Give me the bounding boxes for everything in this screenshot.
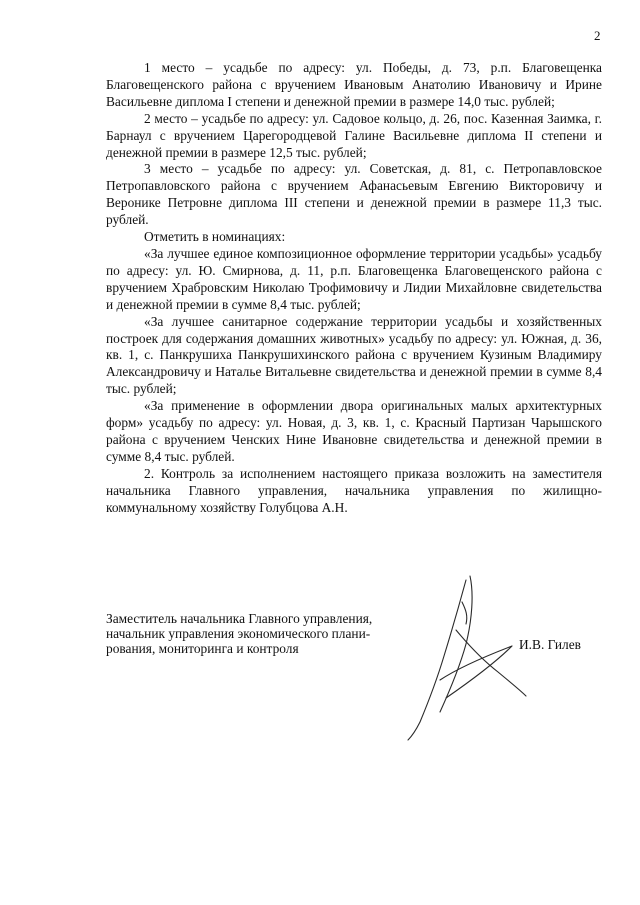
- paragraph-nomination-composition: «За лучшее единое композиционное оформление территории усадьбы» усадьбу по адресу: ул. Ю. Смирнова, д. 11, р.п. Благовещенка Благовещенского района с вручением Храбровским Николаю Трофимовичу и Лидии Михайловне свидетельства и денежной премии в сумме 8,4 тыс. рублей;: [106, 245, 602, 312]
- signer-name: И.В. Гилев: [519, 637, 581, 652]
- paragraph-third-place: 3 место – усадьбе по адресу: ул. Советская, д. 81, с. Петропавловское Петропавловского района с вручением Афанасьевым Евгению Викторовичу и Веронике Петровне диплома III степени и денежной премии в размере 11,3 тыс. рублей.: [106, 161, 602, 228]
- signatory-title: [106, 611, 416, 657]
- signatory-title-line: рования, мониторинга и контроля: [106, 641, 299, 657]
- paragraph-first-place: 1 место – усадьбе по адресу: ул. Победы, д. 73, р.п. Благовещенка Благовещенского района с вручением Ивановым Анатолию Ивановичу и Ирине Васильевне диплома I степени и денежной премии в размере 14,0 тыс. рублей;: [106, 60, 602, 109]
- document-body: [106, 60, 602, 516]
- paragraph-nomination-sanitary: «За лучшее санитарное содержание территории усадьбы и хозяйственных построек для содержания домашних животных» усадьбу по адресу: ул. Южная, д. 36, кв. 1, с. Панкрушиха Панкрушихинского района с вручением Кузиным Владимиру Александровичу и Наталье Витальевне свидетельства и денежной премии в сумме 8,4 тыс. рублей;: [106, 313, 602, 397]
- signature-strokes: [408, 576, 526, 740]
- signatory-title-line: Заместитель начальника Главного управления,: [106, 611, 373, 626]
- page-number: 2: [594, 28, 601, 43]
- paragraph-nominations-intro: Отметить в номинациях:: [144, 229, 286, 245]
- handwritten-signature: [400, 572, 530, 742]
- paragraph-control-clause: 2. Контроль за исполнением настоящего приказа возложить на заместителя начальника Главного управления, начальника управления по жилищно-коммунальному хозяйству Голубцова А.Н.: [106, 465, 602, 515]
- signatory-title-line: начальник управления экономического плани-: [106, 626, 371, 642]
- paragraph-nomination-architecture: «За применение в оформлении двора оригинальных малых архитектурных форм» усадьбу по адресу: ул. Новая, д. 3, кв. 1, с. Красный Партизан Чарышского района с вручением Ченских Нине Ивановне свидетельства и денежной премии в сумме 8,4 тыс. рублей.: [106, 398, 602, 464]
- paragraph-second-place: 2 место – усадьбе по адресу: ул. Садовое кольцо, д. 26, пос. Казенная Заимка, г. Барнаул с вручением Царегородцевой Галине Васильевне диплома II степени и денежной премии в размере 12,5 тыс. рублей;: [106, 110, 602, 160]
